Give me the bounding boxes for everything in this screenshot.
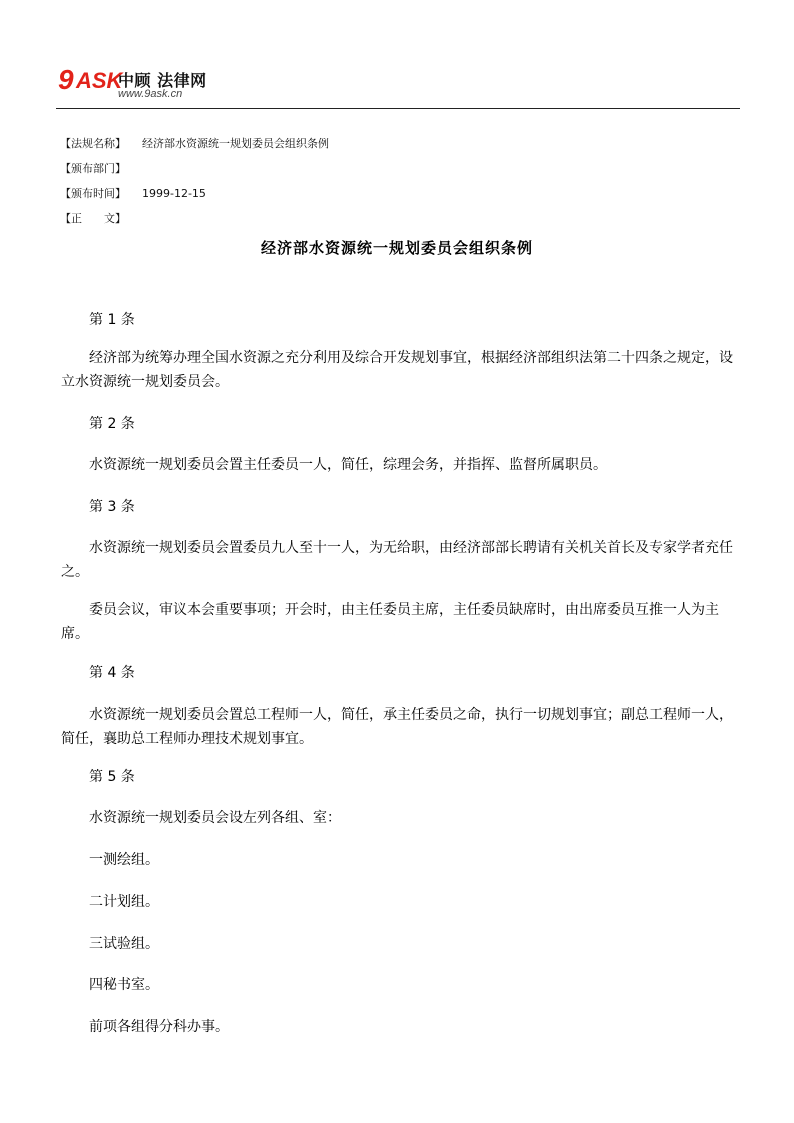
article-heading: 第 1 条 bbox=[89, 312, 135, 328]
meta-key: 【颁布时间】 bbox=[60, 187, 126, 200]
article-paragraph: 水资源统一规划委员会置主任委员一人，简任，综理会务，并指挥、监督所属职员。 bbox=[89, 457, 607, 473]
list-item: 四秘书室。 bbox=[89, 977, 159, 993]
meta-key: 【正 文】 bbox=[60, 212, 126, 225]
meta-key: 【颁布部门】 bbox=[60, 162, 126, 175]
logo-mark: 9 bbox=[58, 64, 73, 95]
list-item: 二计划组。 bbox=[89, 894, 159, 910]
meta-value: 1999-12-15 bbox=[142, 187, 206, 200]
article-heading: 第 3 条 bbox=[89, 499, 135, 515]
logo-url: www.9ask.cn bbox=[118, 88, 183, 100]
article-heading: 第 4 条 bbox=[89, 665, 135, 681]
document-title: 经济部水资源统一规划委员会组织条例 bbox=[260, 239, 533, 257]
article-paragraph: 水资源统一规划委员会置委员九人至十一人，为无给职，由经济部部长聘请有关机关首长及专家学者充任之。 bbox=[61, 540, 733, 580]
article-heading: 第 5 条 bbox=[89, 769, 135, 785]
meta-key: 【法规名称】 bbox=[60, 137, 126, 150]
site-logo[interactable] bbox=[56, 62, 226, 102]
list-item: 三试验组。 bbox=[89, 936, 159, 952]
meta-value: 经济部水资源统一规划委员会组织条例 bbox=[142, 137, 329, 150]
logo-mark-text: ASK bbox=[76, 68, 123, 93]
article-paragraph: 水资源统一规划委员会设左列各组、室： bbox=[89, 810, 341, 826]
meta-row-name bbox=[60, 137, 329, 151]
logo-chinese-name: 中顾 法律网 bbox=[118, 71, 207, 90]
article-paragraph: 经济部为统筹办理全国水资源之充分利用及综合开发规划事宜，根据经济部组织法第二十四条之规定，设立水资源统一规划委员会。 bbox=[61, 350, 733, 390]
meta-row-department bbox=[60, 162, 142, 176]
article-heading: 第 2 条 bbox=[89, 416, 135, 432]
header-divider bbox=[56, 108, 740, 109]
article-paragraph: 委员会议，审议本会重要事项；开会时，由主任委员主席，主任委员缺席时，由出席委员互推一人为主席。 bbox=[61, 602, 719, 642]
meta-row-date bbox=[60, 187, 206, 201]
article-paragraph: 前项各组得分科办事。 bbox=[89, 1019, 229, 1035]
list-item: 一测绘组。 bbox=[89, 852, 159, 868]
meta-row-body bbox=[60, 212, 142, 226]
article-paragraph: 水资源统一规划委员会置总工程师一人，简任，承主任委员之命，执行一切规划事宜；副总工程师一人，简任，襄助总工程师办理技术规划事宜。 bbox=[61, 707, 733, 747]
site-header bbox=[56, 62, 740, 110]
